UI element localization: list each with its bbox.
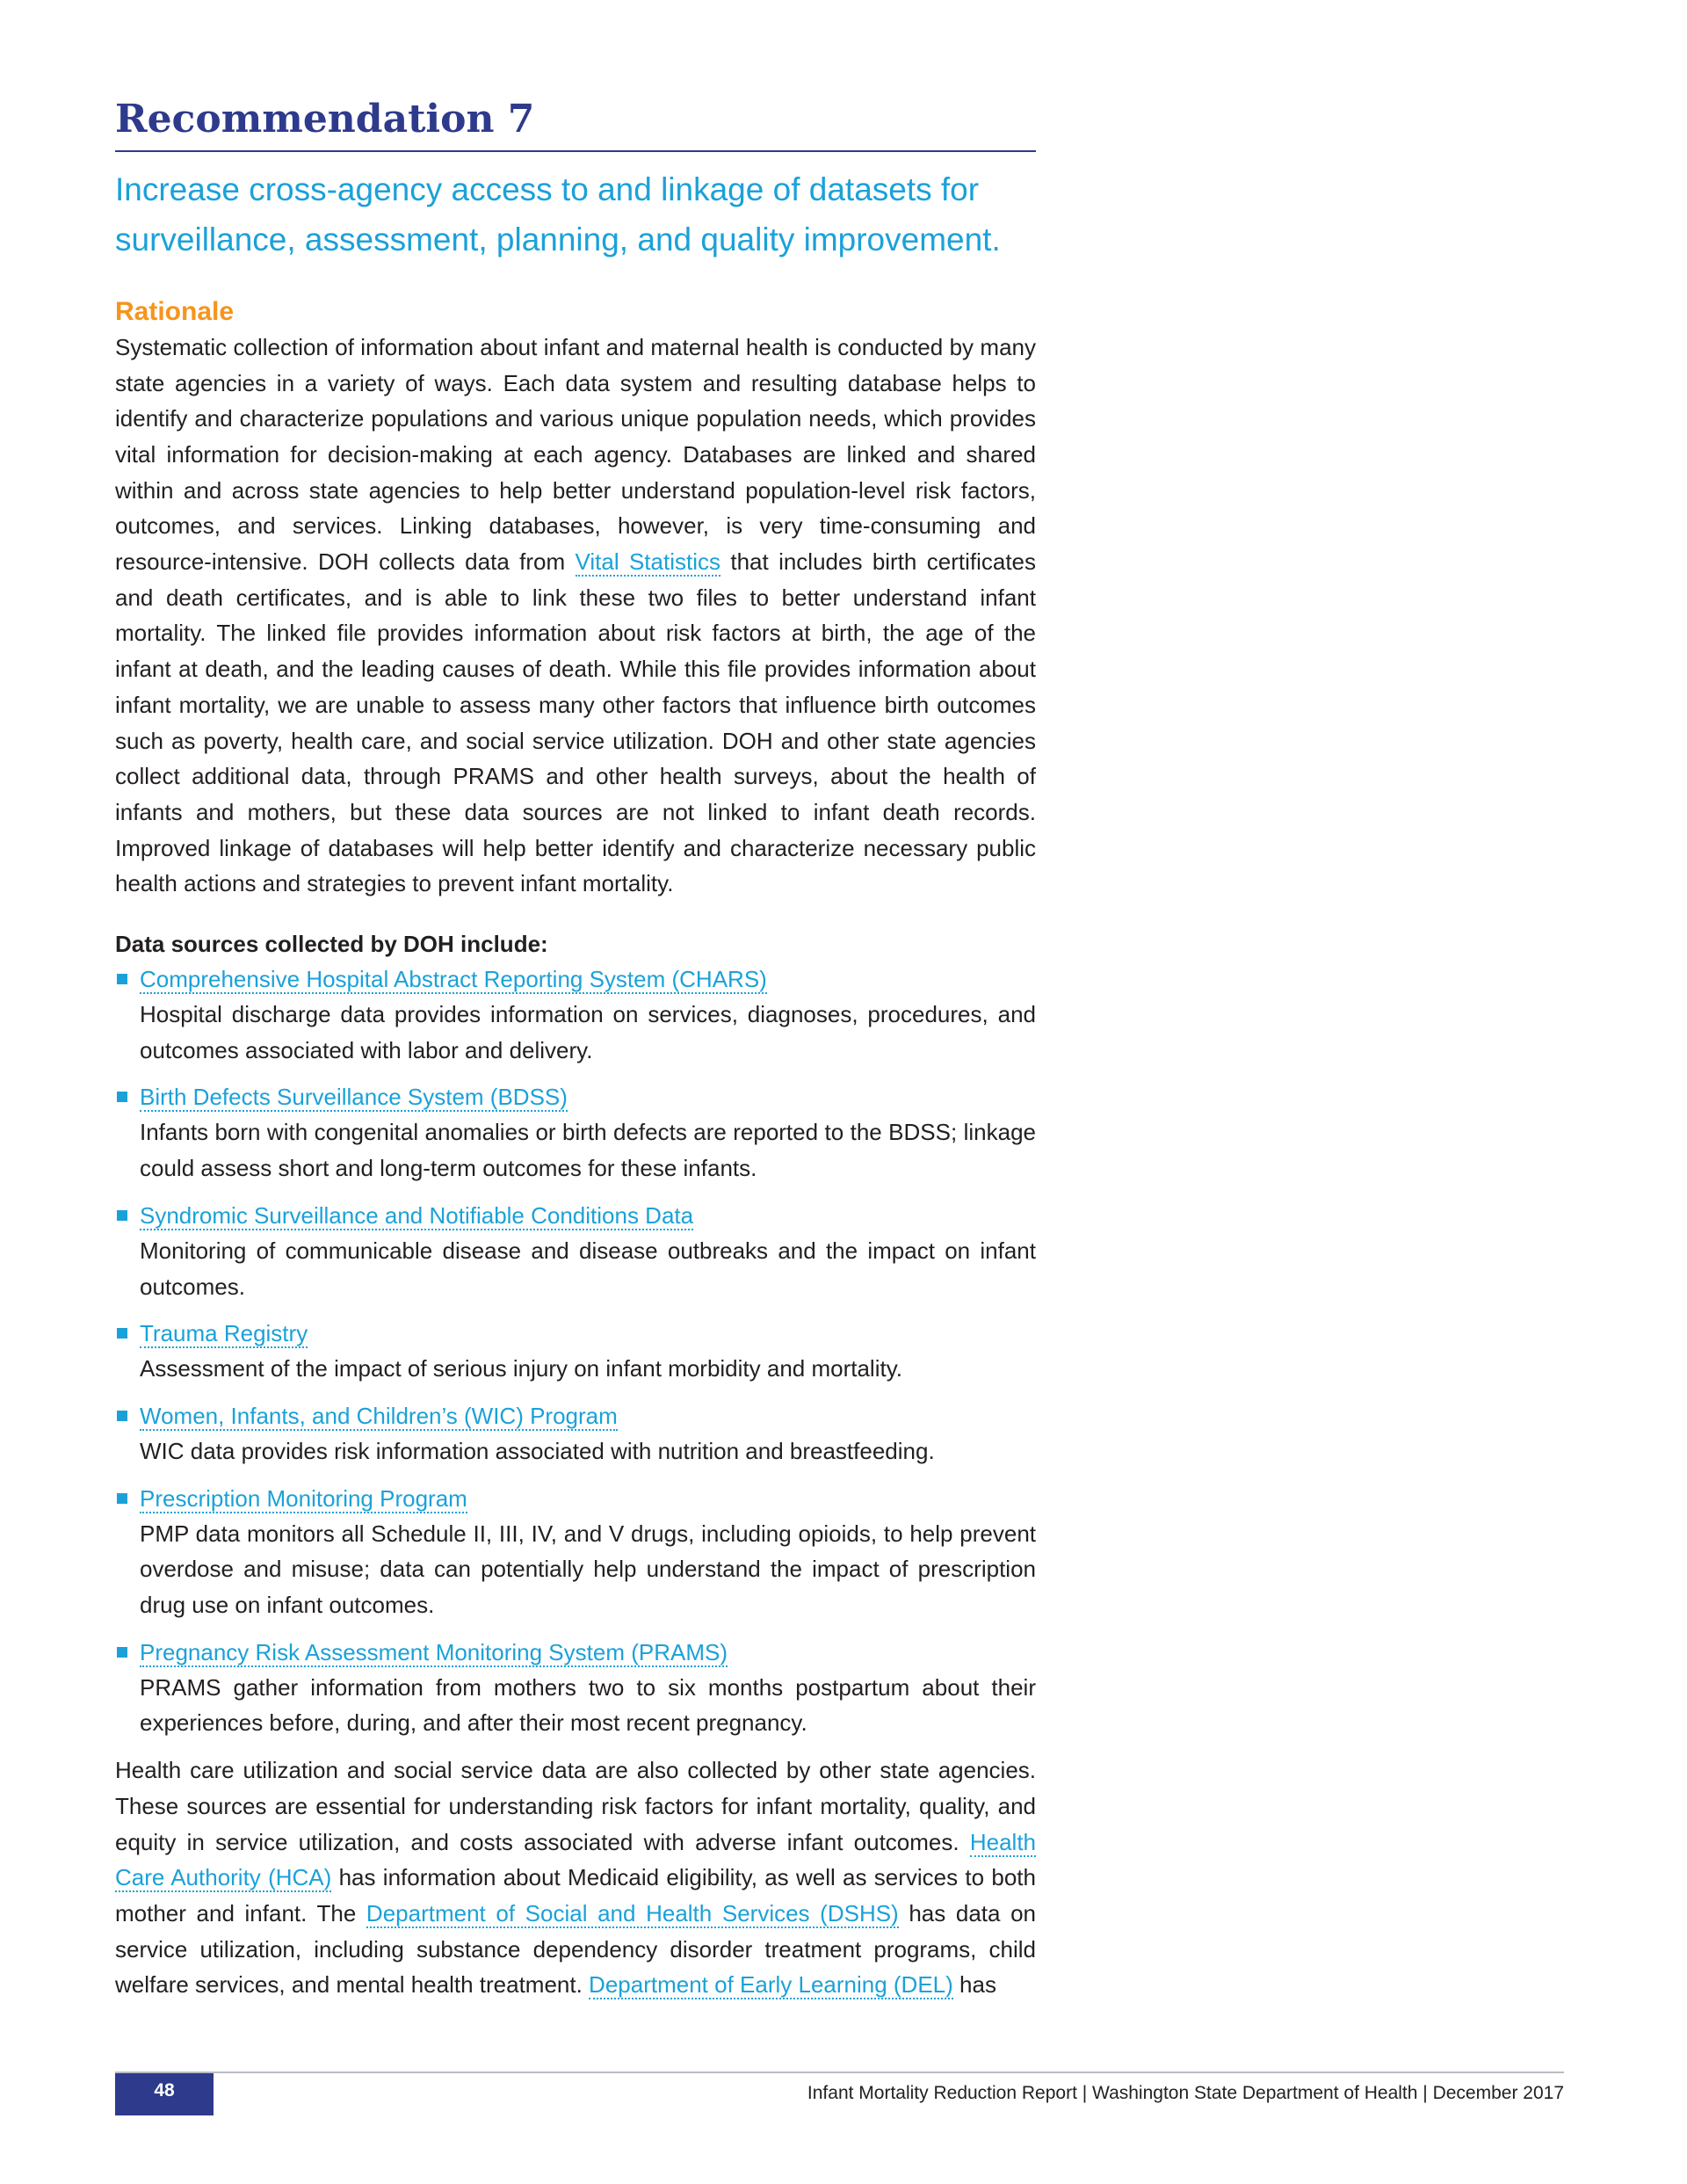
del-link[interactable]: Department of Early Learning (DEL) (589, 1971, 953, 1999)
source-description: WIC data provides risk information associated with nutrition and breastfeeding. (140, 1437, 935, 1464)
square-bullet-icon (117, 974, 127, 984)
hca-link[interactable]: Health Care Authority (HCA) (115, 1828, 1036, 1891)
rationale-heading: Rationale (115, 296, 235, 326)
square-bullet-icon (117, 1493, 127, 1504)
closing-text-4: has (952, 1971, 996, 1999)
rationale-paragraph (115, 330, 1036, 902)
square-bullet-icon (117, 1411, 127, 1421)
footer-citation: Infant Mortality Reduction Report | Washington State Department of Health | December 2017 (807, 2083, 1564, 2103)
rationale-text-1: Systematic collection of information about infant and maternal health is conducted by many state agencies in a variety of ways. Each data system and resulting database helps to identify and characterize populations and various unique population needs, which provides vital information for decision-making at each agency. Databases are linked and shared within and across state agencies to help better understand population-level risk factors, outcomes, and services. Linking databases, however, is very time-consuming and resource-intensive. DOH collects data from (115, 333, 1036, 576)
list-item (115, 1398, 1036, 1469)
list-item (115, 1198, 1036, 1304)
dshs-link[interactable]: Department of Social and Health Services (DSHS) (366, 1900, 899, 1926)
rationale-text-2: that includes birth certificates and death certificates, and is able to link these two files to better understand infant mortality. The linked file provides information about risk factors at birth, the age of the infant at death, and the leading causes of death. While this file provides information about infant mortality, we are unable to assess many other factors that influence birth outcomes such as poverty, health care, and social service utilization. DOH and other state agencies collect additional data, through PRAMS and other health surveys, about the health of infants and mothers, but these data sources are not linked to infant death records. Improved linkage of databases will help better identify and characterize necessary public health actions and strategies to prevent infant mortality. (115, 548, 1037, 897)
bdss-link[interactable]: Birth Defects Surveillance System (BDSS) (140, 1084, 568, 1111)
data-sources-heading: Data sources collected by DOH include: (115, 931, 548, 958)
vital-statistics-link[interactable]: Vital Statistics (575, 548, 720, 576)
list-item (115, 1481, 1036, 1623)
list-item (115, 961, 1036, 1068)
source-description: Monitoring of communicable disease and disease outbreaks and the impact on infant outcomes. (140, 1237, 1036, 1300)
source-description: PMP data monitors all Schedule II, III, IV, and V drugs, including opioids, to help prevent overdose and misuse; data can potentially help understand the impact of prescription drug use on infant outcomes. (140, 1520, 1036, 1619)
square-bullet-icon (117, 1210, 127, 1221)
closing-text-2: has information about Medicaid eligibility, as well as services to both mother and infant. The (115, 1864, 1036, 1926)
list-item (115, 1316, 1036, 1387)
recommendation-title: Recommendation 7 (115, 97, 1036, 152)
source-description: PRAMS gather information from mothers two to six months postpartum about their experiences before, during, and after their most recent pregnancy. (140, 1673, 1036, 1737)
syndromic-surveillance-link[interactable]: Syndromic Surveillance and Notifiable Conditions Data (140, 1201, 694, 1229)
source-description: Hospital discharge data provides information on services, diagnoses, procedures, and outcomes associated with labor and delivery. (140, 1001, 1036, 1063)
list-item (115, 1079, 1036, 1186)
data-sources-list (115, 961, 1036, 1741)
footer-divider (115, 2072, 1564, 2073)
closing-text-3: has data on service utilization, including substance dependency disorder treatment programs, child welfare services, and mental health treatment. (115, 1900, 1036, 1999)
prescription-monitoring-link[interactable]: Prescription Monitoring Program (140, 1484, 467, 1512)
trauma-registry-link[interactable]: Trauma Registry (140, 1320, 308, 1347)
closing-text-1: Health care utilization and social service data are also collected by other state agencies. These sources are essential for understanding risk factors for infant mortality, quality, and equity in service utilization, and costs associated with adverse infant outcomes. (115, 1757, 1036, 1855)
page-number: 48 (115, 2073, 214, 2115)
closing-paragraph (115, 1752, 1036, 2003)
recommendation-subtitle: Increase cross-agency access to and linkage of datasets for surveillance, assessment, planning, and quality improvement. (115, 171, 1001, 258)
chars-link[interactable]: Comprehensive Hospital Abstract Reporting System (CHARS) (140, 966, 767, 993)
prams-link[interactable]: Pregnancy Risk Assessment Monitoring System (PRAMS) (140, 1638, 728, 1665)
source-description: Assessment of the impact of serious injury on infant morbidity and mortality. (140, 1355, 903, 1382)
page-content (115, 97, 1036, 2003)
list-item (115, 1635, 1036, 1741)
source-description: Infants born with congenital anomalies or birth defects are reported to the BDSS; linkage could assess short and long-term outcomes for these infants. (140, 1119, 1036, 1182)
square-bullet-icon (117, 1328, 127, 1339)
square-bullet-icon (117, 1647, 127, 1658)
wic-program-link[interactable]: Women, Infants, and Children’s (WIC) Program (140, 1402, 618, 1429)
square-bullet-icon (117, 1092, 127, 1102)
